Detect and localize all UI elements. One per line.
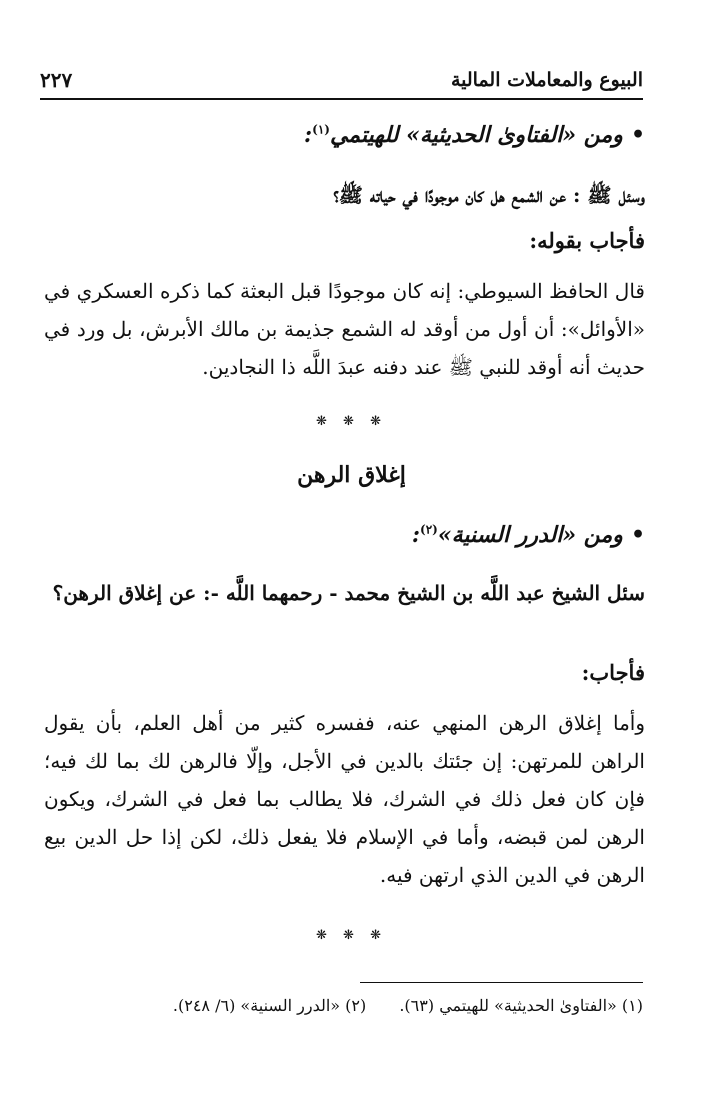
footnote-ref-1: (١) <box>312 122 330 137</box>
section-separator-1: ❋ ❋ ❋ <box>316 414 387 429</box>
section1-intro <box>44 122 645 148</box>
section2-intro-text: ومن «الدرر السنية» <box>437 522 623 548</box>
section2-answer-label: فأجاب: <box>581 660 645 685</box>
section2-heading: إغلاق الرهن <box>297 462 406 488</box>
footnote-rule <box>360 982 643 983</box>
section1-intro-text: ومن «الفتاوىٰ الحديثية» للهيتمي <box>329 122 623 148</box>
bullet-icon: • <box>630 522 645 548</box>
section2-intro-colon: : <box>411 522 420 548</box>
footnote-2: (٢) «الدرر السنية» (٦/ ٢٤٨). <box>172 996 367 1015</box>
page-number: ٢٢٧ <box>40 68 73 92</box>
running-header <box>40 62 643 100</box>
section-separator-2: ❋ ❋ ❋ <box>316 928 387 943</box>
section2-question: سئل الشيخ عبد اللَّه بن الشيخ محمد - رحمهما اللَّه -: عن إغلاق الرهن؟ <box>52 581 645 605</box>
footnote-1: (١) «الفتاوىٰ الحديثية» للهيتمي (٦٣). <box>399 996 643 1015</box>
section2-intro <box>44 522 645 548</box>
bullet-icon: • <box>630 122 645 148</box>
section1-answer-text: قال الحافظ السيوطي: إنه كان موجودًا قبل البعثة كما ذكره العسكري في «الأوائل»: أن أول من أوقد له الشمع جذيمة بن مالك الأبرش، بل ورد في حديث أنه أوقد للنبي ﷺ عند دفنه عبدَ اللَّه ذا النجادين. <box>44 279 645 379</box>
section1-answer-label: فأجاب بقوله: <box>529 228 645 253</box>
footnote-ref-2: (٢) <box>420 522 438 537</box>
section2-answer-text: وأما إغلاق الرهن المنهي عنه، ففسره كثير من أهل العلم، بأن يقول الراهن للمرتهن: إن جئتك بالدين في الأجل، وإلّا فالرهن لك بما لك فيه؛ فإن كان فعل ذلك في الشرك، فلا يطالب بما فعل في الشرك، ويكون الرهن لمن قبضه، وأما في الإسلام فلا يفعل ذلك، لكن إذا حل الدين بيع الرهن في الدين الذي ارتهن فيه. <box>44 711 645 887</box>
header-title: البيوع والمعاملات المالية <box>450 69 643 91</box>
footnotes <box>145 996 643 1015</box>
section1-intro-colon: : <box>304 122 313 148</box>
section1-question: وسئل ﷺ : عن الشمع هل كان موجودًا في حياته ﷺ؟ <box>333 183 645 207</box>
